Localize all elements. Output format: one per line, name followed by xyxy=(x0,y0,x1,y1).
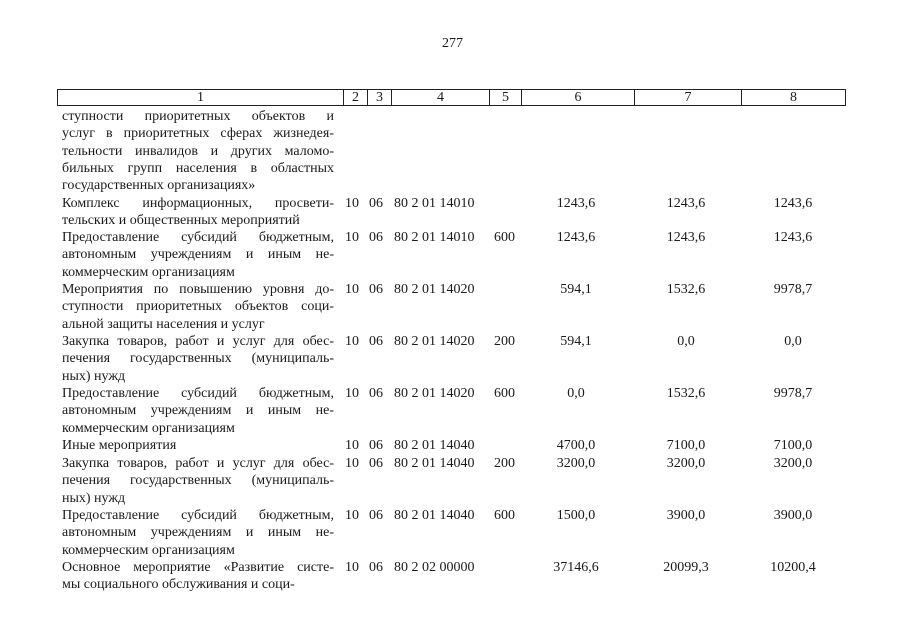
cell-c4: 80 2 01 14040 xyxy=(394,456,475,471)
cell-c5: 200 xyxy=(494,334,515,349)
cell-c7: 3200,0 xyxy=(666,456,706,471)
description-line: печения государственных (муниципаль- xyxy=(62,473,334,489)
cell-c7: 1532,6 xyxy=(666,386,706,401)
cell-c3: 06 xyxy=(369,196,383,211)
description-line: альной защиты населения и услуг xyxy=(62,316,265,332)
cell-c6: 1500,0 xyxy=(556,508,596,523)
cell-c8: 9978,7 xyxy=(773,282,813,297)
cell-c6: 1243,6 xyxy=(556,230,596,245)
description-line: Закупка товаров, работ и услуг для обес- xyxy=(62,334,334,349)
cell-c5: 600 xyxy=(494,386,515,401)
header-col-1: 1 xyxy=(197,90,204,105)
row-description xyxy=(62,229,334,281)
row-description xyxy=(62,333,334,385)
cell-c2: 10 xyxy=(345,282,359,297)
description-line: Иные мероприятия xyxy=(62,438,177,453)
description-line: Предоставление субсидий бюджетным, xyxy=(62,230,334,245)
description-line: Основное мероприятие «Развитие систе- xyxy=(62,560,334,575)
description-line: автономным учреждениям и иным не- xyxy=(62,403,334,419)
cell-c3: 06 xyxy=(369,508,383,523)
cell-c6: 3200,0 xyxy=(556,456,596,471)
header-col-8: 8 xyxy=(741,90,845,105)
cell-c4: 80 2 01 14040 xyxy=(394,508,475,523)
cell-c3: 06 xyxy=(369,334,383,349)
cell-c7: 1243,6 xyxy=(666,196,706,211)
cell-c3: 06 xyxy=(369,282,383,297)
cell-c6: 594,1 xyxy=(560,282,592,297)
cell-c3: 06 xyxy=(369,456,383,471)
cell-c3: 06 xyxy=(369,560,383,575)
description-line: коммерческим организациям xyxy=(62,542,235,558)
description-line: автономным учреждениям и иным не- xyxy=(62,525,334,541)
cell-c6: 37146,6 xyxy=(553,560,599,575)
header-col-7: 7 xyxy=(634,90,741,105)
cell-c2: 10 xyxy=(345,438,359,453)
cell-c2: 10 xyxy=(345,230,359,245)
description-line: ступности приоритетных объектов соци- xyxy=(62,299,334,315)
cell-c8: 1243,6 xyxy=(773,196,813,211)
cell-c4: 80 2 01 14010 xyxy=(394,230,475,245)
cell-c4: 80 2 02 00000 xyxy=(394,560,475,575)
description-line: коммерческим организациям xyxy=(62,420,235,436)
cell-c4: 80 2 01 14040 xyxy=(394,438,475,453)
header-col-4: 4 xyxy=(391,90,489,105)
page-number: 277 xyxy=(442,36,463,51)
header-col-2: 2 xyxy=(343,90,367,105)
cell-c3: 06 xyxy=(369,386,383,401)
cell-c2: 10 xyxy=(345,456,359,471)
cell-c2: 10 xyxy=(345,508,359,523)
table-header xyxy=(57,89,846,106)
cell-c6: 4700,0 xyxy=(556,438,596,453)
description-line: Мероприятия по повышению уровня до- xyxy=(62,282,334,297)
cell-c3: 06 xyxy=(369,230,383,245)
cell-c6: 0,0 xyxy=(567,386,585,401)
description-line: Комплекс информационных, просвети- xyxy=(62,196,334,211)
description-line: Предоставление субсидий бюджетным, xyxy=(62,386,334,401)
cell-c4: 80 2 01 14020 xyxy=(394,334,475,349)
cell-c8: 10200,4 xyxy=(770,560,816,575)
description-line: печения государственных (муниципаль- xyxy=(62,351,334,367)
header-col-6: 6 xyxy=(521,90,634,105)
cell-c7: 1243,6 xyxy=(666,230,706,245)
description-line: бильных групп населения в областных xyxy=(62,160,334,176)
cell-c4: 80 2 01 14020 xyxy=(394,386,475,401)
cell-c5: 600 xyxy=(494,230,515,245)
description-line: Предоставление субсидий бюджетным, xyxy=(62,508,334,523)
description-line: автономным учреждениям и иным не- xyxy=(62,247,334,263)
cell-c2: 10 xyxy=(345,334,359,349)
description-line: ступности приоритетных объектов и xyxy=(62,109,334,124)
cell-c8: 1243,6 xyxy=(773,230,813,245)
row-description xyxy=(62,559,334,594)
cell-c7: 3900,0 xyxy=(666,508,706,523)
description-line: государственных организациях» xyxy=(62,178,256,194)
description-line: ных) нужд xyxy=(62,490,126,506)
description-line: коммерческим организациям xyxy=(62,264,235,280)
row-description xyxy=(62,385,334,437)
cell-c5: 200 xyxy=(494,456,515,471)
description-line: тельских и общественных мероприятий xyxy=(62,213,300,229)
cell-c8: 7100,0 xyxy=(773,438,813,453)
header-col-3: 3 xyxy=(367,90,391,105)
cell-c2: 10 xyxy=(345,560,359,575)
cell-c7: 0,0 xyxy=(677,334,695,349)
description-line: тельности инвалидов и других маломо- xyxy=(62,143,334,159)
cell-c8: 9978,7 xyxy=(773,386,813,401)
cell-c2: 10 xyxy=(345,196,359,211)
cell-c2: 10 xyxy=(345,386,359,401)
row-description xyxy=(62,108,334,194)
cell-c4: 80 2 01 14020 xyxy=(394,282,475,297)
description-line: Закупка товаров, работ и услуг для обес- xyxy=(62,456,334,471)
cell-c7: 20099,3 xyxy=(663,560,709,575)
row-description xyxy=(62,195,334,230)
row-description xyxy=(62,281,334,333)
description-line: ных) нужд xyxy=(62,368,126,384)
cell-c8: 3200,0 xyxy=(773,456,813,471)
description-line: услуг в приоритетных сферах жизнедея- xyxy=(62,126,334,142)
cell-c5: 600 xyxy=(494,508,515,523)
cell-c7: 1532,6 xyxy=(666,282,706,297)
cell-c4: 80 2 01 14010 xyxy=(394,196,475,211)
cell-c8: 0,0 xyxy=(784,334,802,349)
cell-c8: 3900,0 xyxy=(773,508,813,523)
header-col-5: 5 xyxy=(489,90,521,105)
cell-c6: 594,1 xyxy=(560,334,592,349)
row-description xyxy=(62,455,334,507)
cell-c3: 06 xyxy=(369,438,383,453)
cell-c6: 1243,6 xyxy=(556,196,596,211)
cell-c7: 7100,0 xyxy=(666,438,706,453)
description-line: мы социального обслуживания и соци- xyxy=(62,577,295,593)
row-description xyxy=(62,507,334,559)
row-description xyxy=(62,437,334,454)
